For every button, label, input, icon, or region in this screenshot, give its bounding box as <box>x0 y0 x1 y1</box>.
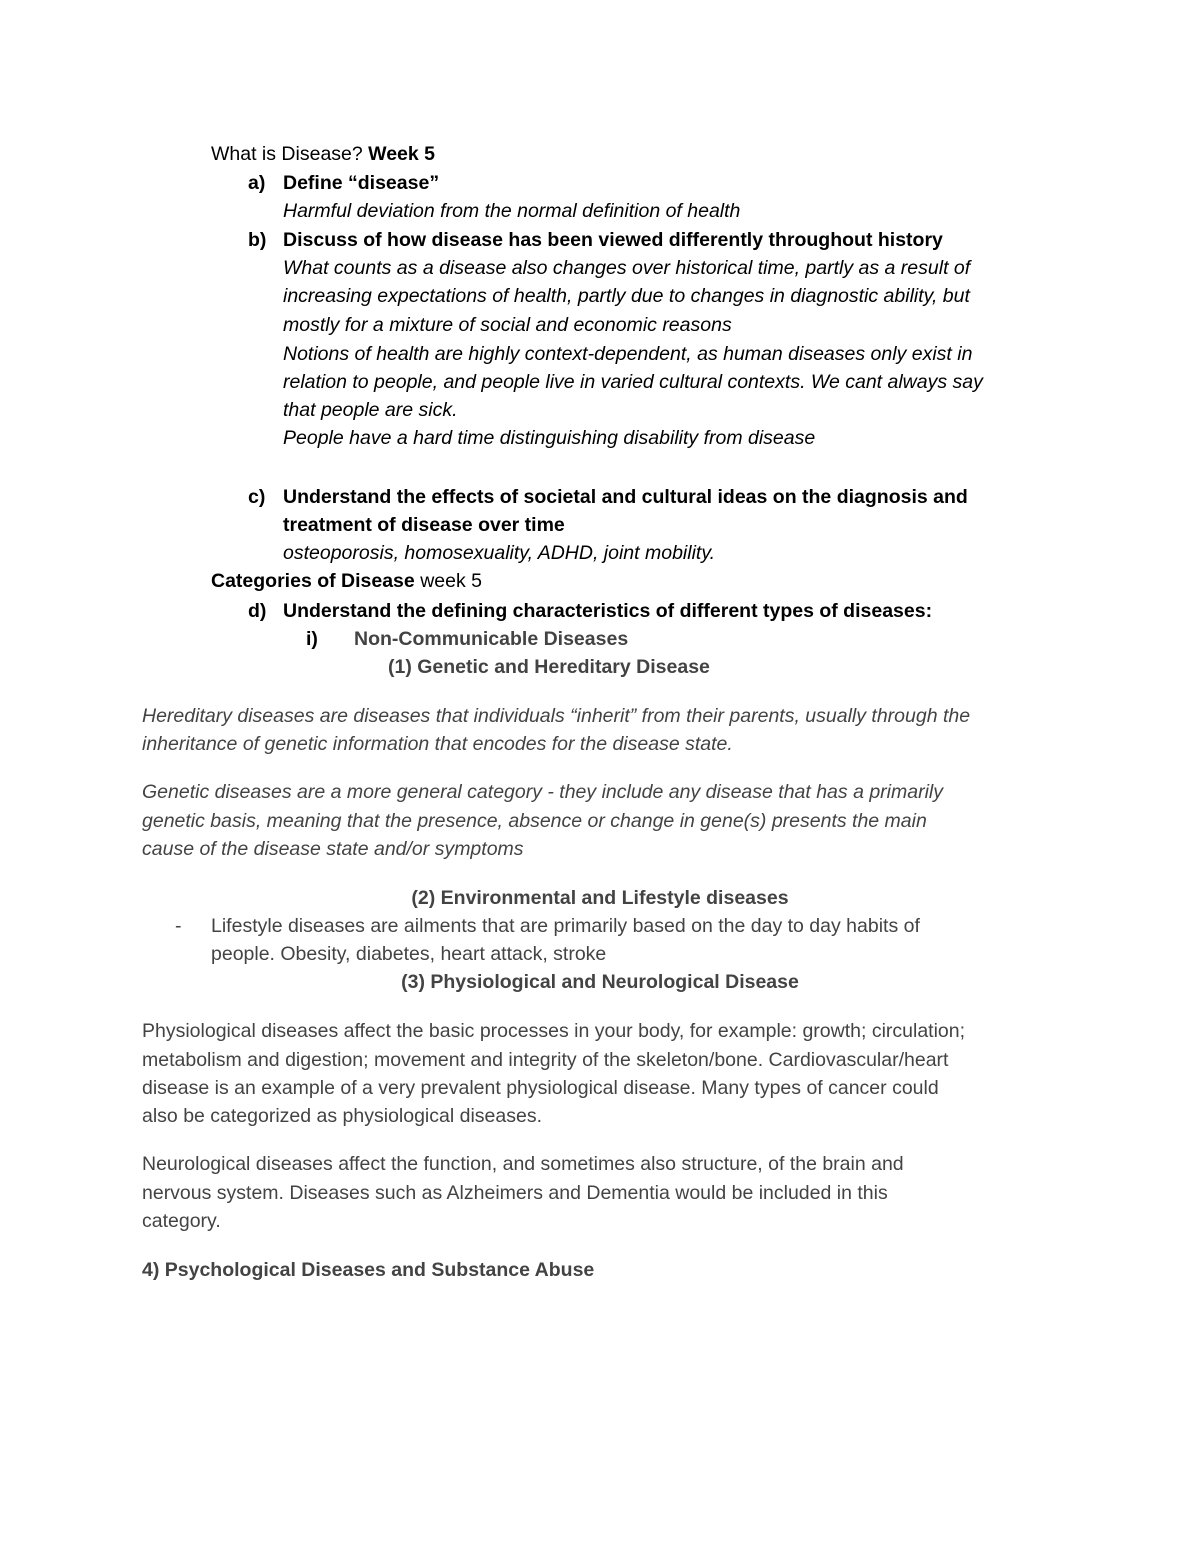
item-b-answer-line: increasing expectations of health, partly due to changes in diagnostic ability, but <box>283 285 970 307</box>
hereditary-line: Hereditary diseases are diseases that individuals “inherit” from their parents, usually through the <box>142 705 971 727</box>
item-c-heading-line: treatment of disease over time <box>283 514 565 536</box>
item-b-answer-line: relation to people, and people live in varied cultural contexts. We cant always say <box>283 371 983 393</box>
item-d-heading: Understand the defining characteristics of different types of diseases: <box>283 600 933 622</box>
item-c-heading-line: Understand the effects of societal and cultural ideas on the diagnosis and <box>283 486 968 508</box>
genetic-line: cause of the disease state and/or symptoms <box>142 838 524 860</box>
sub3-heading: (3) Physiological and Neurological Disease <box>401 971 799 993</box>
lifestyle-line: Lifestyle diseases are ailments that are primarily based on the day to day habits of <box>211 915 920 937</box>
physiological-line: also be categorized as physiological diseases. <box>142 1105 542 1127</box>
page-title-line <box>211 140 435 168</box>
lifestyle-bullet: - <box>175 915 182 937</box>
item-a-marker: a) <box>248 172 266 194</box>
item-b-answer-line: Notions of health are highly context-dependent, as human diseases only exist in <box>283 343 973 365</box>
item-b-answer-line: People have a hard time distinguishing disability from disease <box>283 427 816 449</box>
item-a-heading: Define “disease” <box>283 172 440 194</box>
physiological-line: Physiological diseases affect the basic processes in your body, for example: growth; circulation; <box>142 1020 966 1042</box>
genetic-line: genetic basis, meaning that the presence, absence or change in gene(s) presents the main <box>142 810 927 832</box>
item-b-answer-line: that people are sick. <box>283 399 458 421</box>
neurological-line: nervous system. Diseases such as Alzheimers and Dementia would be included in this <box>142 1182 888 1204</box>
page-title-week: Week 5 <box>368 143 436 165</box>
neurological-line: Neurological diseases affect the function, and sometimes also structure, of the brain and <box>142 1153 904 1175</box>
item-d-marker: d) <box>248 600 267 622</box>
item-b-answer-line: mostly for a mixture of social and economic reasons <box>283 314 732 336</box>
categories-week: week 5 <box>420 570 482 592</box>
sub2-heading: (2) Environmental and Lifestyle diseases <box>411 887 789 909</box>
categories-heading-line <box>211 567 482 595</box>
item-b-answer-line: What counts as a disease also changes over historical time, partly as a result of <box>283 257 971 279</box>
item-b-marker: b) <box>248 229 267 251</box>
sub-i-marker: i) <box>306 628 318 650</box>
sub-i-heading: Non-Communicable Diseases <box>354 628 629 650</box>
physiological-line: disease is an example of a very prevalent physiological disease. Many types of cancer could <box>142 1077 939 1099</box>
genetic-line: Genetic diseases are a more general category - they include any disease that has a primarily <box>142 781 944 803</box>
physiological-line: metabolism and digestion; movement and integrity of the skeleton/bone. Cardiovascular/heart <box>142 1049 949 1071</box>
item-b-heading: Discuss of how disease has been viewed differently throughout history <box>283 229 943 251</box>
item-c-marker: c) <box>248 486 266 508</box>
item-a-answer: Harmful deviation from the normal definition of health <box>283 200 741 222</box>
lifestyle-line: people. Obesity, diabetes, heart attack, stroke <box>211 943 607 965</box>
sub4-heading: 4) Psychological Diseases and Substance Abuse <box>142 1259 595 1281</box>
categories-heading: Categories of Disease <box>211 570 415 592</box>
page-title: What is Disease? <box>211 143 363 165</box>
neurological-line: category. <box>142 1210 221 1232</box>
item-c-answer: osteoporosis, homosexuality, ADHD, joint mobility. <box>283 542 716 564</box>
hereditary-line: inheritance of genetic information that encodes for the disease state. <box>142 733 733 755</box>
sub1-heading: (1) Genetic and Hereditary Disease <box>388 656 710 678</box>
